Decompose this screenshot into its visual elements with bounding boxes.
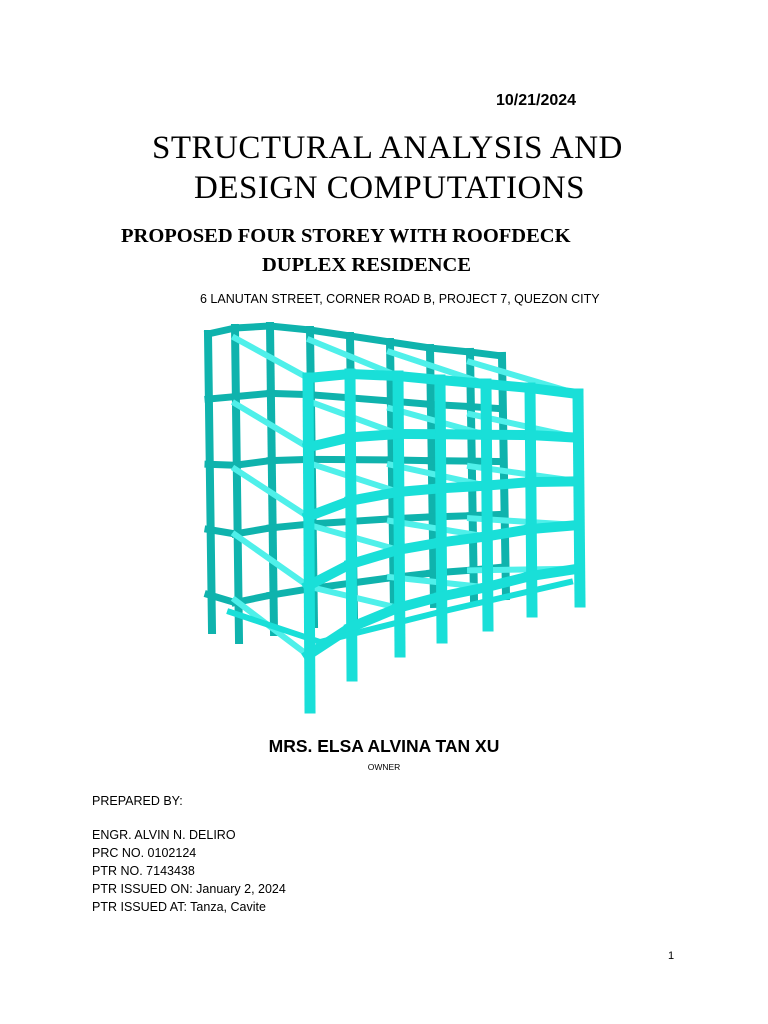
page-number: 1 <box>668 950 675 962</box>
document-title-line-1: STRUCTURAL ANALYSIS AND <box>152 130 623 166</box>
frame-member <box>390 342 430 348</box>
frame-member <box>350 374 398 376</box>
prepared-by-label: PREPARED BY: <box>92 794 183 808</box>
owner-name: MRS. ELSA ALVINA TAN XU <box>268 736 500 756</box>
frame-member <box>208 529 235 534</box>
frame-member <box>530 388 578 394</box>
project-address: 6 LANUTAN STREET, CORNER ROAD B, PROJECT 7, QUEZON CITY <box>200 292 600 306</box>
frame-member <box>440 434 486 435</box>
frame-member <box>270 326 310 330</box>
frame-member <box>208 397 235 399</box>
frame-member <box>208 328 235 334</box>
frame-members <box>208 326 580 708</box>
document-title-line-2: DESIGN COMPUTATIONS <box>194 170 585 206</box>
frame-member <box>308 374 350 378</box>
structural-frame-illustration <box>190 312 600 720</box>
frame-member <box>235 326 270 328</box>
frame-member <box>502 356 506 596</box>
ptr-issued-at: PTR ISSUED AT: Tanza, Cavite <box>92 900 266 914</box>
frame-member <box>208 464 235 465</box>
frame-member <box>470 352 474 600</box>
ptr-issued-on: PTR ISSUED ON: January 2, 2024 <box>92 882 286 896</box>
frame-member <box>310 521 350 524</box>
frame-member <box>398 376 440 380</box>
prc-number: PRC NO. 0102124 <box>92 846 197 860</box>
document-date: 10/21/2024 <box>496 92 577 109</box>
project-title-line-1: PROPOSED FOUR STOREY WITH ROOFDECK <box>121 225 571 247</box>
frame-member <box>235 328 239 640</box>
frame-member <box>486 384 530 388</box>
frame-member <box>350 336 390 342</box>
frame-member <box>398 488 440 492</box>
engineer-name: ENGR. ALVIN N. DELIRO <box>92 828 236 842</box>
frame-member <box>208 334 212 630</box>
frame-member <box>270 326 274 632</box>
frame-member <box>486 482 530 486</box>
owner-role-label: OWNER <box>367 762 401 772</box>
project-title-line-2: DUPLEX RESIDENCE <box>262 254 472 276</box>
frame-member <box>440 380 486 384</box>
frame-member <box>530 481 578 482</box>
frame-member <box>350 398 390 401</box>
frame-member <box>440 536 486 542</box>
frame-member <box>530 435 578 438</box>
frame-member <box>310 330 350 336</box>
frame-member <box>235 393 270 396</box>
frame-member <box>350 434 398 437</box>
frame-member <box>530 525 578 529</box>
frame-member <box>470 352 502 356</box>
frame-member <box>310 395 350 398</box>
frame-member <box>430 348 470 352</box>
frame-member <box>440 486 486 489</box>
frame-member <box>235 461 270 466</box>
ptr-number: PTR NO. 7143438 <box>92 864 195 878</box>
